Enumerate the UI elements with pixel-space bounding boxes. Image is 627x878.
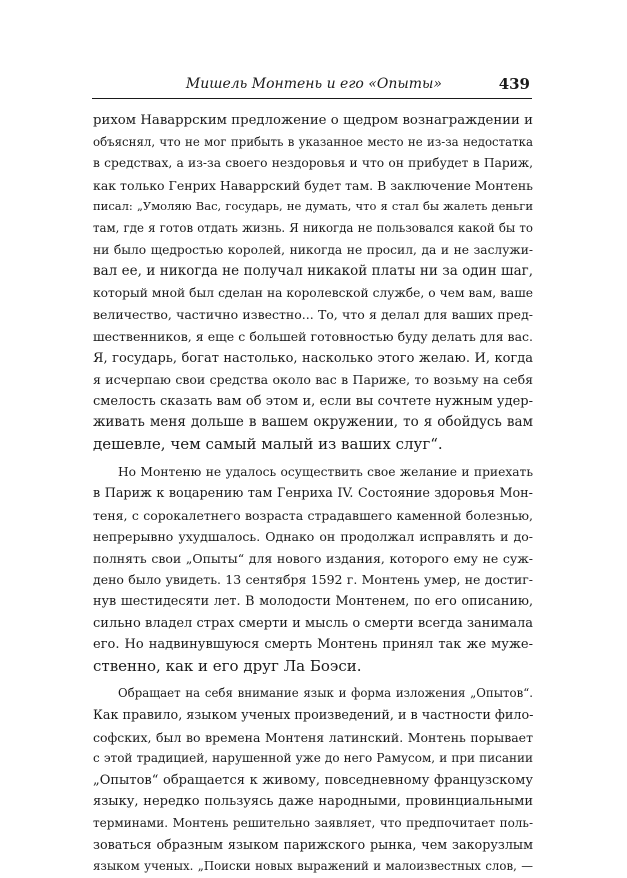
text-line: Но Монтеню не удалось осуществить свое желание и приехать <box>118 464 533 479</box>
text-line: Как правило, языком ученых произведений, и в частности фило- <box>93 708 533 724</box>
text-line: рихом Наваррским предложение о щедром вознаграждении и <box>93 113 533 128</box>
text-line: ни было щедростью королей, никогда не просил, да и не заслужи- <box>93 242 533 257</box>
text-line: нув шестидесяти лет. В молодости Монтенем, по его описанию, <box>93 594 533 610</box>
running-title: Мишель Монтень и его «Опыты» <box>185 76 442 92</box>
text-line: в Париж к воцарению там Генриха IV. Состояние здоровья Мон- <box>93 486 533 502</box>
text-line: дено было увидеть. 13 сентября 1592 г. Монтень умер, не достиг- <box>93 572 533 588</box>
text-line: который мной был сделан на королевской службе, о чем вам, ваше <box>93 285 533 300</box>
text-line: писал: „Умоляю Вас, государь, не думать, что я стал бы жалеть деньги <box>93 199 533 214</box>
text-line: непрерывно ухудшалось. Однако он продолжал исправлять и до- <box>93 529 533 545</box>
text-line: объяснял, что не мог прибыть в указанное место не из-за недостатка <box>93 134 533 149</box>
text-line: величество, частично известно... То, что я делал для ваших пред- <box>93 307 533 323</box>
running-head <box>92 72 532 96</box>
text-line: вал ее, и никогда не получал никакой платы ни за один шаг, <box>93 263 533 280</box>
text-line: шественников, я еще с большей готовностью буду делать для вас. <box>93 328 533 344</box>
text-line: теня, с сорокалетнего возраста страдавшего каменной болезнью, <box>93 507 533 523</box>
text-line: с этой традицией, нарушенной уже до него Рамусом, и при писании <box>93 751 533 766</box>
text-line: смелость сказать вам об этом и, если вы сочтете нужным удер- <box>93 393 533 409</box>
text-line: там, где я готов отдать жизнь. Я никогда не пользовался какой бы то <box>93 220 533 235</box>
text-line: ственно, как и его друг Ла Боэси. <box>93 656 362 675</box>
text-line: языку, нередко пользуясь даже народными, провинциальными <box>93 794 533 810</box>
text-line: сильно владел страх смерти и мысль о смерти всегда занимала <box>93 615 533 631</box>
text-line: живать меня дольше в вашем окружении, то я обойдусь вам <box>93 414 533 431</box>
text-line: Я, государь, богат настолько, насколько этого желаю. И, когда <box>93 350 533 366</box>
text-line: языком ученых. „Поиски новых выражений и малоизвестных слов, — <box>93 859 533 874</box>
text-line: я исчерпаю свои средства около вас в Париже, то возьму на себя <box>93 372 533 388</box>
text-line: его. Но надвинувшуюся смерть Монтень принял так же муже- <box>93 637 533 653</box>
text-line: „Опытов“ обращается к живому, повседневному французскому <box>93 772 533 788</box>
text-line: полнять свои „Опыты“ для нового издания, которого ему не суж- <box>93 550 533 566</box>
page-number: 439 <box>498 75 530 93</box>
text-line: зоваться образным языком парижского рынка, чем закорузлым <box>93 837 533 853</box>
header-rule <box>92 98 532 99</box>
text-line: Обращает на себя внимание язык и форма изложения „Опытов“. <box>118 686 533 701</box>
body-text <box>93 110 533 878</box>
text-line: в средствах, а из-за своего нездоровья и что он прибудет в Париж, <box>93 156 533 171</box>
text-line: терминами. Монтень решительно заявляет, что предпочитает поль- <box>93 816 533 830</box>
text-line: дешевле, чем самый малый из ваших слуг“. <box>93 434 443 453</box>
text-line: как только Генрих Наваррский будет там. В заключение Монтень <box>93 177 533 193</box>
text-line: софских, был во времена Монтеня латинский. Монтень порывает <box>93 729 533 745</box>
